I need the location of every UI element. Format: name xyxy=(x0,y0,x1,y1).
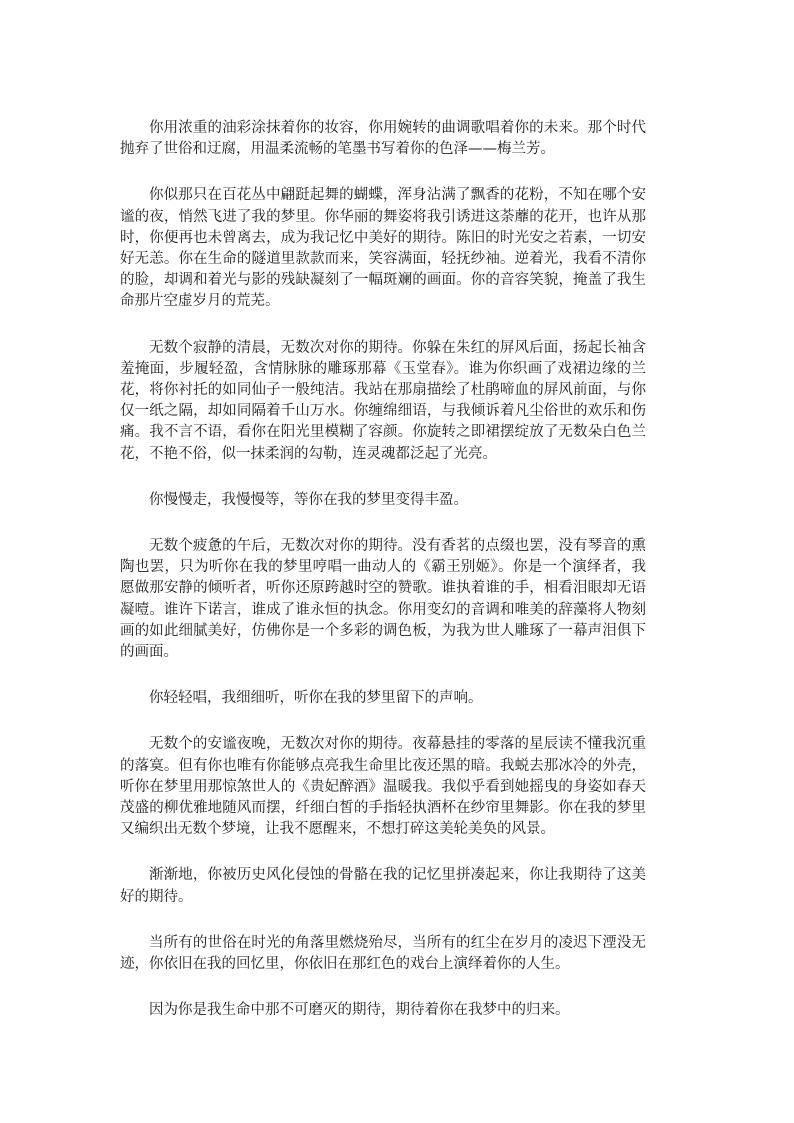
paragraph-6: 你轻轻唱，我细细听，听你在我的梦里留下的声响。 xyxy=(149,690,483,707)
paragraph-1: 你用浓重的油彩涂抹着你的妆容，你用婉转的曲调歌唱着你的未来。那个时代抛弃了世俗和迂腐，用温柔流畅的笔墨书写着你的色泽——梅兰芳。 xyxy=(120,120,646,158)
paragraph-8: 渐渐地，你被历史风化侵蚀的骨骼在我的记忆里拼凑起来，你让我期待了这美好的期待。 xyxy=(120,867,646,905)
paragraph-5: 无数个疲惫的午后，无数次对你的期待。没有香茗的点缀也罢，没有琴音的熏陶也罢，只为听你在我的梦里哼唱一曲动人的《霸王别姬》。你是一个演绎者，我愿做那安静的倾听者，听你还原跨越时空的赞歌。谁执着谁的手，相看泪眼却无语凝噎。谁许下诺言，谁成了谁永恒的执念。你用变幻的音调和唯美的辞藻将人物刻画的如此细腻美好，仿佛你是一个多彩的调色板，为我为世人雕琢了一幕声泪俱下的画面。 xyxy=(120,538,646,661)
paragraph-2: 你似那只在百花丛中翩跹起舞的蝴蝶，浑身沾满了飘香的花粉，不知在哪个安谧的夜，悄然飞进了我的梦里。你华丽的舞姿将我引诱进这荼蘼的花开，也许从那时，你便再也未曾离去，成为我记忆中美好的期待。陈旧的时光安之若素，一切安好无恙。你在生命的隧道里款款而来，笑容满面，轻抚纱袖。逆着光，我看不清你的脸，却调和着光与影的残缺凝刻了一幅斑斓的画面。你的音容笑貌，掩盖了我生命那片空虚岁月的荒芜。 xyxy=(120,187,646,310)
document-page xyxy=(120,118,646,1047)
paragraph-7: 无数个的安谧夜晚，无数次对你的期待。夜幕悬挂的零落的星辰读不懂我沉重的落寞。但有你也唯有你能够点亮我生命里比夜还黑的暗。我蜕去那冰冷的外壳，听你在梦里用那惊煞世人的《贵妃醉酒》温暖我。我似乎看到她摇曳的身姿如春天茂盛的柳优雅地随风而摆，纤细白皙的手指轻执酒杯在纱帘里舞影。你在我的梦里又编织出无数个梦境，让我不愿醒来，不想打碎这美轮美奂的风景。 xyxy=(120,736,646,838)
paragraph-4: 你慢慢走，我慢慢等，等你在我的梦里变得丰盈。 xyxy=(149,491,468,508)
paragraph-10: 因为你是我生命中那不可磨灭的期待，期待着你在我梦中的归来。 xyxy=(149,1002,570,1019)
paragraph-9: 当所有的世俗在时光的角落里燃烧殆尽，当所有的红尘在岁月的凌迟下湮没无迹，你依旧在我的回忆里，你依旧在那红色的戏台上演绎着你的人生。 xyxy=(120,934,646,973)
paragraph-3: 无数个寂静的清晨，无数次对你的期待。你躲在朱红的屏风后面，扬起长袖含羞掩面，步履轻盈，含情脉脉的雕琢那幕《玉堂春》。谁为你织画了戏裙边缘的兰花，将你衬托的如同仙子一般纯洁。我站在那扇描绘了杜鹃啼血的屏风前面，与你仅一纸之隔，却如同隔着千山万水。你缠绵细语，与我倾诉着凡尘俗世的欢乐和伤痛。我不言不语，看你在阳光里模糊了容颜。你旋转之即裙摆绽放了无数朵白色兰花，不艳不俗，似一抹柔润的勾勒，连灵魂都泛起了光亮。 xyxy=(120,339,646,462)
